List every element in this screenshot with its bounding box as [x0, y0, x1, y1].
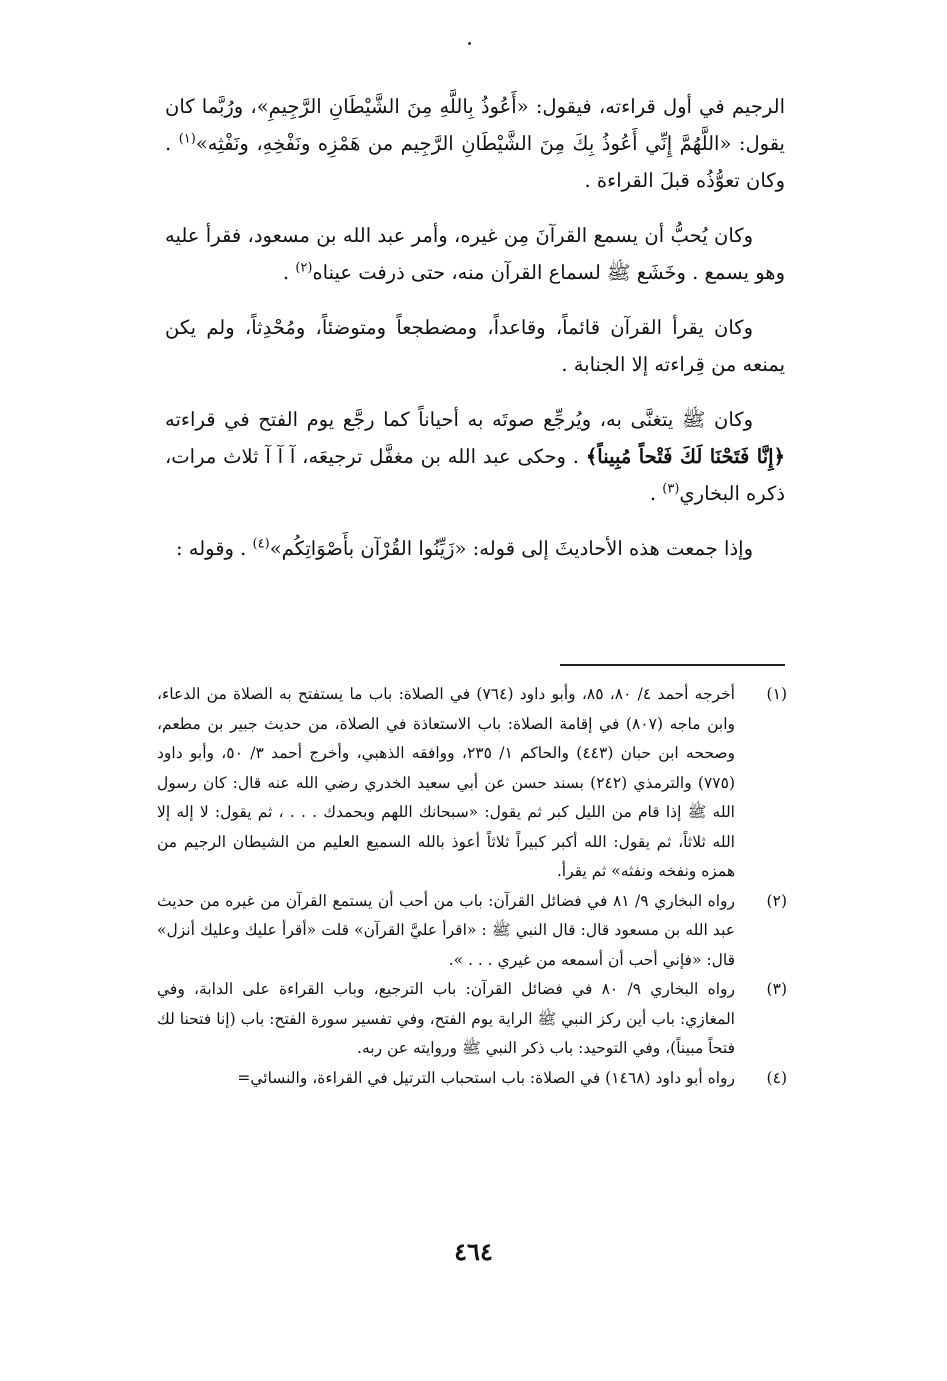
paragraph-1: الرجيم في أول قراءته، فيقول: «أَعُوذُ بِاللَّهِ مِنَ الشَّيْطَانِ الرَّجِيمِ»، ورُبَّما كان يقول: «اللَّهُمَّ إِنِّي أَعُوذُ بِكَ مِنَ الشَّيْطَانِ الرَّجِيم من هَمْزِه ونَفْخِهِ، ونَفْثِه»$^{(١)}$ . وكان تعوُّذُه قبلَ القراءة .: [165, 95, 785, 192]
footnote-separator: [560, 664, 785, 666]
footnote-text: رواه البخاري ٩/ ٨٠ في فضائل القرآن: باب الترجيع، وباب القراءة على الدابة، وفي المغازي: باب أين ركز النبي ﷺ الراية يوم الفتح، وفي تفسير سورة الفتح: باب (إنا فتحنا لك فتحاً مبيناً)، وفي التوحيد: باب ذكر النبي ﷺ وروايته عن ربه.: [157, 980, 735, 1057]
paragraph-4: وكان ﷺ يتغنَّى به، ويُرجِّع صوتَه به أحياناً كما رجَّع يوم الفتح في قراءته ﴿إِنَّا فَتَحْنَا لَكَ فَتْحاً مُبِيناً﴾ . وحكى عبد الله بن مغفَّل ترجيعَه، آ آ آ ثلاث مرات، ذكره البخاري$^{(٣)}$ .: [165, 408, 785, 505]
footnotes: [157, 680, 787, 1093]
page-mark: [468, 42, 471, 45]
paragraph-3: وكان يقرأ القرآن قائماً، وقاعداً، ومضطجعاً ومتوضئاً، ومُحْدِثاً، ولم يكن يمنعه من قِراءته إلا الجنابة .: [165, 316, 785, 376]
footnote-number: (٣): [766, 980, 787, 998]
footnote-4: [157, 1064, 787, 1094]
footnote-ref-3[interactable]: (٣): [662, 481, 680, 497]
main-text: [165, 88, 785, 585]
footnote-3: [157, 975, 787, 1064]
footnote-text: رواه أبو داود (١٤٦٨) في الصلاة: باب استحباب الترتيل في القراءة، والنسائي=: [237, 1068, 735, 1087]
footnote-number: (٢): [766, 891, 787, 910]
footnote-ref-2[interactable]: (٢): [295, 260, 313, 276]
quran-verse: ﴿إِنَّا فَتَحْنَا لَكَ فَتْحاً مُبِيناً﴾: [585, 445, 785, 468]
paragraph-5: وإذا جمعت هذه الأحاديثَ إلى قوله: «زَيِّنُوا القُرْآن بأَصْوَاتِكُم»$^{(٤)}$ . وقوله :: [175, 536, 753, 560]
footnote-text: رواه البخاري ٩/ ٨١ في فضائل القرآن: باب من أحب أن يستمع القرآن من غيره من حديث عبد الله بن مسعود قال: قال النبي ﷺ : «اقرأ عليَّ القرآن» قلت «أقرأ عليك وعليك أنزل» قال: «فإني أحب أن أسمعه من غيري . . . ».: [157, 891, 736, 969]
footnote-number: (٤): [766, 1068, 787, 1087]
page-number: ٤٦٤: [454, 1237, 493, 1266]
footnote-text: أخرجه أحمد ٤/ ٨٠، ٨٥، وأبو داود (٧٦٤) في الصلاة: باب ما يستفتح به الصلاة من الدعاء، وابن ماجه (٨٠٧) في إقامة الصلاة: باب الاستعاذة في الصلاة، من حديث جبير بن مطعم، وصححه ابن حبان (٤٤٣) والحاكم ١/ ٢٣٥، ووافقه الذهبي، وأخرج أحمد ٣/ ٥٠، وأبو داود (٧٧٥) والترمذي (٢٤٢) بسند حسن عن أبي سعيد الخدري رضي الله عنه قال: كان رسول الله ﷺ إذا قام من الليل كبر ثم يقول: «سبحانك اللهم وبحمدك . . . ، ثم يقول: لا إله إلا الله ثلاثاً، ثم يقول: الله أكبر كبيراً ثلاثاً أعوذ بالله السميع العليم من الشيطان الرجيم من همزه ونفخه ونفثه» ثم يقرأ.: [157, 685, 735, 880]
footnote-number: (١): [766, 685, 787, 703]
footnote-ref-4[interactable]: (٤): [252, 536, 270, 552]
footnote-2: [157, 887, 787, 976]
footnote-1: [157, 680, 787, 887]
paragraph-2: وكان يُحبُّ أن يسمع القرآنَ مِن غيره، وأمر عبد الله بن مسعود، فقرأ عليه وهو يسمع . وخَشَع ﷺ لسماع القرآن منه، حتى ذرفت عيناه$^{(٢)}$ .: [165, 224, 785, 284]
footnote-ref-1[interactable]: (١): [178, 131, 196, 147]
